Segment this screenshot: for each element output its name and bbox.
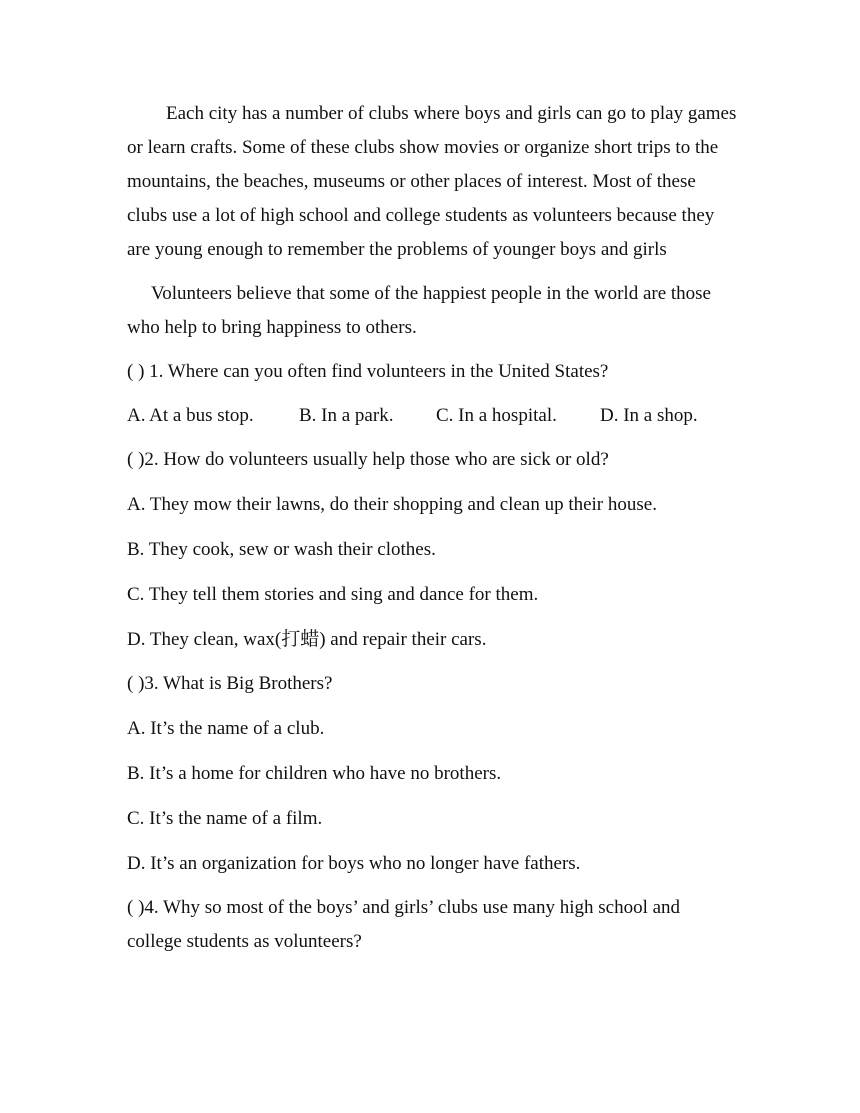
- question-1-option-c: C. In a hospital.: [436, 405, 557, 426]
- document-content: [127, 97, 739, 959]
- question-2-stem: ( )2. How do volunteers usually help those who are sick or old?: [127, 449, 609, 470]
- question-3-option-c: C. It’s the name of a film.: [127, 808, 323, 829]
- question-1-option-b: B. In a park.: [299, 405, 394, 426]
- question-2-option-b: B. They cook, sew or wash their clothes.: [127, 539, 436, 560]
- question-4-stem: ( )4. Why so most of the boys’ and girls’ clubs use many high school and college students as volunteers?: [127, 897, 681, 952]
- question-2-option-a: A. They mow their lawns, do their shopping and clean up their house.: [127, 494, 657, 515]
- passage-paragraph-1: Each city has a number of clubs where boys and girls can go to play games or learn crafts. Some of these clubs show movies or organize short trips to the mountains, the beaches, museums or other places of interest. Most of these clubs use a lot of high school and college students as volunteers because they are young enough to remember the problems of younger boys and girls: [127, 103, 737, 260]
- question-3-option-d: D. It’s an organization for boys who no longer have fathers.: [127, 853, 581, 874]
- question-1-options: [127, 399, 739, 433]
- question-3-option-b: B. It’s a home for children who have no brothers.: [127, 763, 502, 784]
- question-1-stem: ( ) 1. Where can you often find volunteers in the United States?: [127, 361, 609, 382]
- question-3-option-a: A. It’s the name of a club.: [127, 718, 325, 739]
- question-1-option-d: D. In a shop.: [600, 405, 698, 426]
- question-2-option-d: D. They clean, wax(打蜡) and repair their cars.: [127, 629, 487, 650]
- question-3-stem: ( )3. What is Big Brothers?: [127, 673, 333, 694]
- question-1-option-a: A. At a bus stop.: [127, 405, 254, 426]
- question-2-option-c: C. They tell them stories and sing and dance for them.: [127, 584, 539, 605]
- passage-paragraph-2: Volunteers believe that some of the happiest people in the world are those who help to bring happiness to others.: [127, 283, 711, 338]
